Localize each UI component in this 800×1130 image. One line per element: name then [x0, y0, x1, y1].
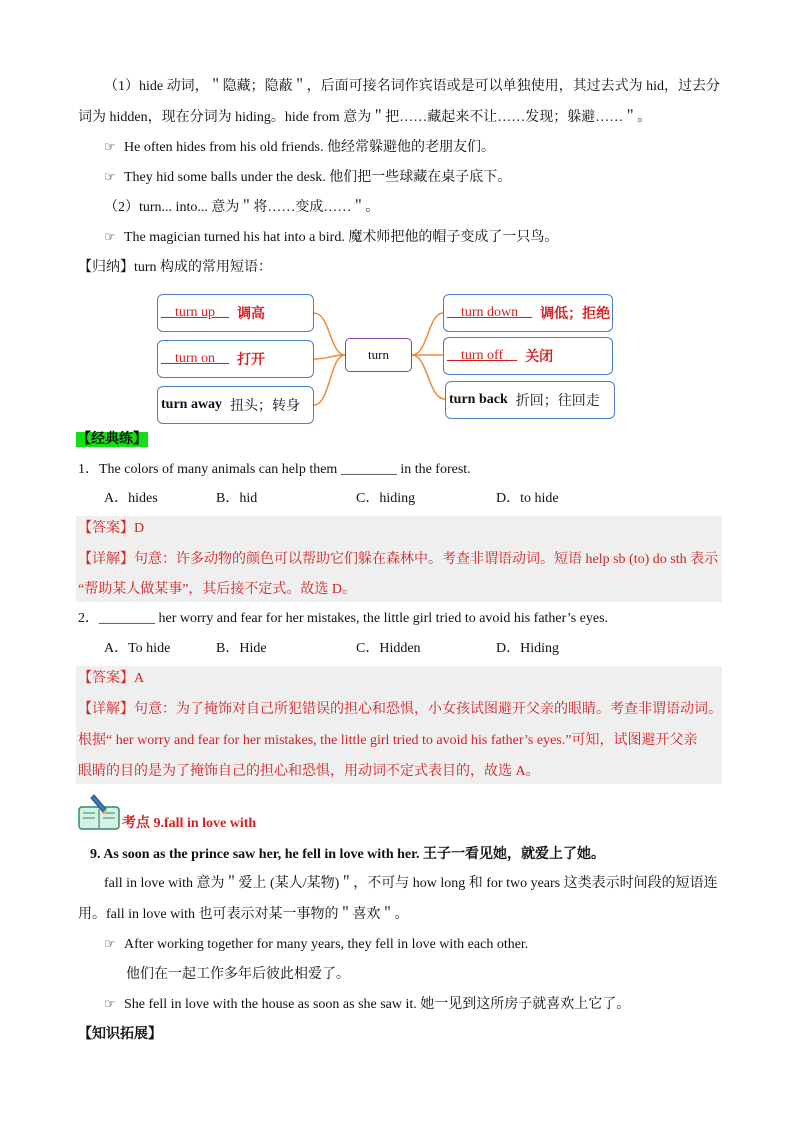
example-hide-2: ☞ They hid some balls under the desk. 他们把一些球藏在桌子底下。 — [104, 168, 750, 188]
hide-intro-line2: 词为 hidden，现在分词为 hiding。hide from 意为＂把……藏起来不让……发现；躲避……＂。 — [78, 110, 652, 125]
question-2-stem: 2．________ her worry and fear for her mistakes, the little girl tried to avoid his father’s eyes. — [78, 611, 609, 626]
question-1-stem: 1．The colors of many animals can help them ________ in the forest. — [78, 462, 471, 477]
mindmap-node-turn-off: __turn off__ 关闭 — [443, 337, 613, 375]
fall-intro-line2: 用。fall in love with 也可表示对某一事物的＂喜欢＂。 — [78, 907, 409, 922]
question-2-option-d: D．Hiding — [496, 641, 559, 656]
answer-2: 【答案】A — [78, 671, 145, 686]
pointing-hand-icon: ☞ — [104, 230, 116, 245]
question-1-option-a: A．hides — [104, 491, 158, 506]
example-turn: ☞ The magician turned his hat into a bird. 魔术师把他的帽子变成了一只鸟。 — [104, 228, 750, 248]
answer-1: 【答案】D — [78, 521, 145, 536]
question-1-option-b: B．hid — [216, 491, 258, 506]
mindmap-center: turn — [345, 338, 412, 372]
turn-into-intro: （2）turn... into... 意为＂将……变成……＂。 — [104, 200, 380, 215]
explanation-1-line1: 【详解】句意：许多动物的颜色可以帮助它们躲在森林中。考查非谓语动词。短语 help sb (to) do sth 表示 — [78, 552, 719, 567]
hide-intro-line1: （1）hide 动词，＂隐藏；隐蔽＂，后面可接名词作宾语或是可以单独使用，其过去式为 hid，过去分 — [104, 79, 720, 94]
example-hide-1: ☞ He often hides from his old friends. 他经常躲避他的老朋友们。 — [104, 138, 750, 158]
example-fall-1-translation: 他们在一起工作多年后彼此相爱了。 — [126, 967, 350, 982]
pointing-hand-icon: ☞ — [104, 140, 116, 155]
question-2-option-b: B．Hide — [216, 641, 267, 656]
summary-label: 【归纳】turn 构成的常用短语： — [78, 260, 273, 275]
explanation-1-line2: “帮助某人做某事”，其后接不定式。故选 D。 — [78, 582, 357, 597]
extend-label: 【知识拓展】 — [78, 1027, 162, 1042]
book-pencil-icon — [76, 791, 122, 831]
explanation-2-line1: 【详解】句意：为了掩饰对自己所犯错误的担心和恐惧，小女孩试图避开父亲的眼睛。考查非谓语动词。 — [78, 702, 722, 717]
practice-label: 【经典练】 — [77, 432, 147, 447]
kaodian-heading: 考点 9.fall in love with — [122, 816, 257, 831]
question-2-option-c: C．Hidden — [356, 641, 421, 656]
explanation-2-line3: 眼睛的目的是为了掩饰自己的担心和恐惧，用动词不定式表目的，故选 A。 — [78, 764, 540, 779]
pointing-hand-icon: ☞ — [104, 170, 116, 185]
explanation-2-line2: 根据“ her worry and fear for her mistakes, the little girl tried to avoid his father’s eyes.”可知，试图避开父亲 — [78, 733, 698, 748]
mindmap-node-turn-on: __turn on__ 打开 — [157, 340, 314, 378]
question-1-option-c: C．hiding — [356, 491, 416, 506]
mindmap-node-turn-away: turn away 扭头；转身 — [157, 386, 314, 424]
question-1-option-d: D．to hide — [496, 491, 559, 506]
example-fall-2: ☞ She fell in love with the house as soon as she saw it. 她一见到这所房子就喜欢上它了。 — [104, 995, 750, 1015]
mindmap-node-turn-down: __turn down__ 调低；拒绝 — [443, 294, 613, 332]
sentence-9: 9. As soon as the prince saw her, he fell in love with her. 王子一看见她，就爱上了她。 — [90, 847, 606, 862]
mindmap-node-turn-up: __turn up__ 调高 — [157, 294, 314, 332]
mindmap-connectors — [0, 0, 800, 440]
fall-intro-line1: fall in love with 意为＂爱上 (某人/某物)＂，不可与 how long 和 for two years 这类表示时间段的短语连 — [104, 876, 718, 891]
question-2-option-a: A．To hide — [104, 641, 171, 656]
mindmap-node-turn-back: turn back 折回；往回走 — [445, 381, 615, 419]
pointing-hand-icon: ☞ — [104, 997, 116, 1012]
pointing-hand-icon: ☞ — [104, 937, 116, 952]
example-fall-1: ☞ After working together for many years, they fell in love with each other. — [104, 935, 750, 955]
